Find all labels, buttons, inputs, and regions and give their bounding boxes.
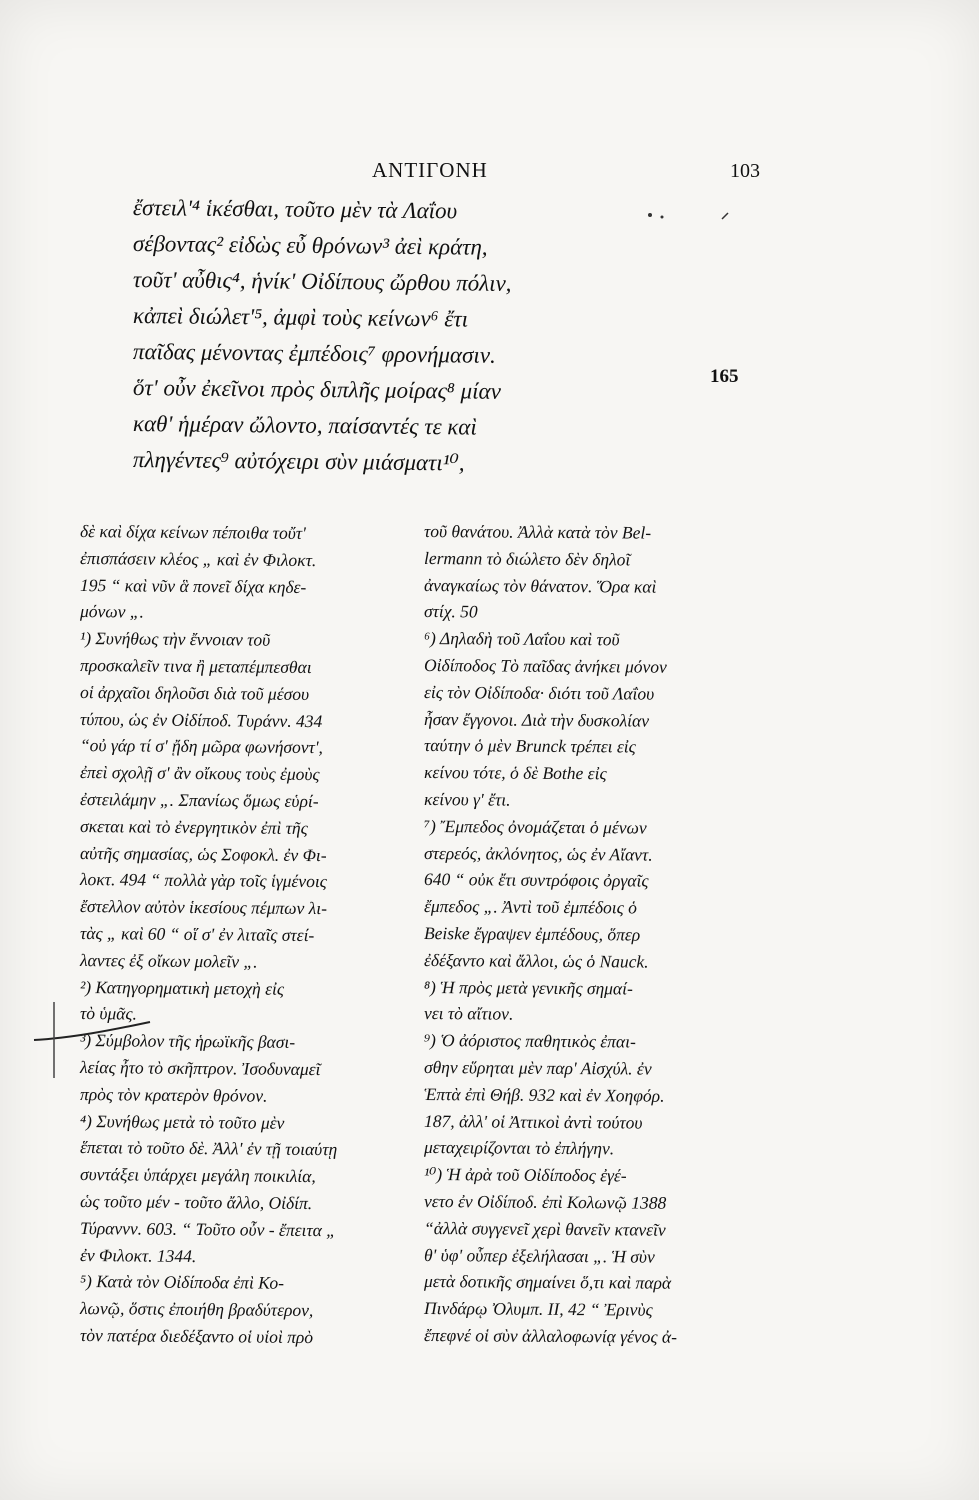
footnote-line: “ἀλλὰ συγγενεῖ χερὶ θανεῖν κτανεῖν <box>423 1217 666 1240</box>
footnote-line: ἐστειλάμην „. Σπανίως ὅμως εὑρί- <box>79 788 319 812</box>
footnote-line: “οὐ γάρ τί σ' ᾔδη μῶρα φωνήσοντ', <box>79 735 324 758</box>
footnote-line: ἐδέξαντο καὶ ἄλλοι, ὡς ὁ Nauck. <box>423 949 649 972</box>
verse-block <box>133 190 733 478</box>
verse-line: τοῦτ' αὖθις⁴, ἡνίκ' Οἰδίπους ὤρθου πόλιν, <box>132 267 512 296</box>
footnote-line: τοῦ θανάτου. Ἀλλὰ κατὰ τὸν Bel- <box>423 521 652 543</box>
footnote-line: ταύτην ὁ μὲν Brunck τρέπει εἰς <box>423 735 636 757</box>
footnote-line: λείας ἦτο τὸ σκῆπτρον. Ἰσοδυναμεῖ <box>79 1056 321 1080</box>
footnote-line: ²) Κατηγορηματικὴ μετοχὴ εἰς <box>79 976 285 999</box>
footnote-line: ⁸) Ἡ πρὸς μετὰ γενικῆς σημαί- <box>423 976 633 999</box>
footnotes-left-column <box>80 518 390 1349</box>
verse-line: παῖδας μένοντας ἐμπέδοις⁷ φρονήμασιν. <box>132 339 496 368</box>
footnote-line: Τύραννν. 603. “ Τοῦτο οὖν - ἔπειτα „ <box>79 1217 337 1240</box>
page-number: 103 <box>730 160 760 182</box>
footnote-line: ἔπεφνέ οἱ σὺν ἀλλαλοφωνίᾳ γένος ἀ- <box>423 1324 678 1347</box>
footnote-line: τὰς „ καὶ 60 “ οἵ σ' ἐν λιταῖς στεί- <box>79 922 315 945</box>
verse-line: καθ' ἡμέραν ὤλοντο, παίσαντές τε καὶ <box>132 411 477 440</box>
footnote-line: ἔστελλον αὐτὸν ἱκεσίους πέμπων λι- <box>79 896 328 919</box>
ink-speck-icon <box>630 205 740 225</box>
footnote-line: ἀναγκαίως τὸν θάνατον. Ὅρα καὶ <box>423 574 657 597</box>
footnote-line: ὡς τοῦτο μέν - τοῦτο ἄλλο, Οἰδίπ. <box>79 1190 313 1213</box>
footnote-line: στερεός, ἀκλόνητος, ὡς ἐν Αἴαντ. <box>423 842 653 865</box>
footnotes-right-column <box>424 518 746 1349</box>
footnote-line: ⁵) Κατὰ τὸν Οἰδίποδα ἐπὶ Κο- <box>79 1271 285 1294</box>
footnote-line: πρὸς τὸν κρατερὸν θρόνον. <box>79 1083 268 1106</box>
footnote-line: Πινδάρῳ Ὀλυμπ. ΙΙ, 42 “ Ἐρινὺς <box>423 1298 653 1320</box>
footnote-line: λοκτ. 494 “ πολλὰ γὰρ τοῖς ἱγμένοις <box>79 869 327 892</box>
footnote-line: 187, ἀλλ' οἱ Ἀττικοὶ ἀντὶ τούτου <box>423 1110 643 1133</box>
verse-line-number: 165 <box>710 366 739 387</box>
footnote-line: ἐν Φιλοκτ. 1344. <box>79 1244 197 1266</box>
footnote-line: λαντες ἐξ οἴκων μολεῖν „. <box>79 949 258 972</box>
footnote-line: τὸ ὑμᾶς. <box>79 1003 137 1024</box>
footnote-line: αὐτῆς σημασίας, ὡς Σοφοκλ. ἐν Φι- <box>79 842 327 865</box>
footnote-line: μεταχειρίζονται τὸ ἐπλήγην. <box>423 1137 615 1159</box>
footnote-line: ἐπισπάσειν κλέος „ καὶ ἐν Φιλοκτ. <box>79 547 317 570</box>
footnote-line: δὲ καὶ δίχα κείνων πέποιθα τοὔτ' <box>79 521 306 543</box>
footnote-line: ³) Σύμβολον τῆς ἡρωϊκῆς βασι- <box>79 1030 296 1053</box>
footnote-line: Beiske ἔγραψεν ἐμπέδους, ὅπερ <box>423 922 641 945</box>
footnote-line: τὸν πατέρα διεδέξαντο οἱ υἱοὶ πρὸ <box>79 1324 314 1347</box>
footnote-line: ἔμπεδος „. Ἀντὶ τοῦ ἐμπέδοις ὁ <box>423 896 637 918</box>
footnote-line: μόνων „. <box>79 601 145 622</box>
footnote-line: συντάξει ὑπάρχει μεγάλη ποικιλία, <box>79 1164 316 1187</box>
footnote-line: εἰς τὸν Οἰδίποδα· διότι τοῦ Λαΐου <box>423 681 655 704</box>
footnote-line: 640 “ οὐκ ἔτι συντρόφοις ὀργαῖς <box>423 869 649 891</box>
footnote-line: σθην εὕρηται μὲν παρ' Αἰσχύλ. ἐν <box>423 1056 652 1079</box>
stray-ink-marks <box>630 205 740 229</box>
footnote-line: lermann τὸ διώλετο δὲν δηλοῖ <box>423 547 631 570</box>
verse-line: ὅτ' οὖν ἐκεῖνοι πρὸς διπλῆς μοίρας⁸ μίαν <box>132 375 501 404</box>
footnote-line: ⁷) Ἔμπεδος ὀνομάζεται ὁ μένων <box>423 815 647 838</box>
footnote-line: 195 “ καὶ νῦν ἃ πονεῖ δίχα κηδε- <box>79 574 307 597</box>
footnote-line: θ' ὑφ' οὗπερ ἐξελήλασαι „. Ἡ σὺν <box>423 1244 655 1267</box>
footnote-line: ἦσαν ἔγγονοι. Διὰ τὴν δυσκολίαν <box>423 708 650 731</box>
verse-line: πληγέντες⁹ αὐτόχειρι σὺν μιάσματι¹⁰, <box>132 447 465 476</box>
verse-line: κἀπεὶ διώλετ'⁵, ἀμφὶ τοὺς κείνων⁶ ἔτι <box>132 303 469 332</box>
footnote-line: νει τὸ αἴτιον. <box>423 1003 514 1024</box>
footnote-line: τύπου, ὡς ἐν Οἰδίποδ. Τυράνν. 434 <box>79 708 323 731</box>
footnote-line: στίχ. 50 <box>423 601 478 622</box>
footnote-line: κείνου γ' ἔτι. <box>423 788 511 810</box>
running-title: ΑΝΤΙΓΟΝΗ <box>372 158 488 182</box>
footnote-line: σκεται καὶ τὸ ἐνεργητικὸν ἐπὶ τῆς <box>79 815 308 838</box>
footnote-line: ¹) Συνήθως τὴν ἔννοιαν τοῦ <box>79 628 271 650</box>
footnote-line: Οἰδίποδος Τὸ παῖδας ἀνήκει μόνον <box>423 654 667 677</box>
footnote-line: κείνου τότε, ὁ δὲ Bothe εἰς <box>423 762 607 784</box>
footnote-line: μετὰ δοτικῆς σημαίνει ὅ,τι καὶ παρὰ <box>423 1271 672 1294</box>
footnote-line: ⁴) Συνήθως μετὰ τὸ τοῦτο μὲν <box>79 1110 285 1133</box>
footnote-line: ⁹) Ὁ ἀόριστος παθητικὸς ἐπαι- <box>423 1030 636 1052</box>
footnote-line: ἐπεὶ σχολῇ σ' ἂν οἴκους τοὺς ἐμοὺς <box>79 762 320 785</box>
footnote-line: ¹⁰) Ἡ ἀρὰ τοῦ Οἰδίποδος ἐγέ- <box>423 1164 627 1186</box>
footnote-line: ἕπεται τὸ τοῦτο δὲ. Ἀλλ' ἐν τῇ τοιαύτῃ <box>79 1137 338 1160</box>
footnote-line: νετο ἐν Οἰδίποδ. ἐπὶ Κολωνῷ 1388 <box>423 1190 667 1213</box>
verse-line: ἔστειλ'⁴ ἱκέσθαι, τοῦτο μὲν τὰ Λαΐου <box>132 195 458 224</box>
verse-line: σέβοντας² εἰδὼς εὖ θρόνων³ ἀεὶ κράτη, <box>132 231 488 260</box>
footnote-line: προσκαλεῖν τινα ἢ μεταπέμπεσθαι <box>79 654 312 678</box>
footnote-line: οἱ ἀρχαῖοι δηλοῦσι διὰ τοῦ μέσου <box>79 681 310 704</box>
footnote-line: ⁶) Δηλαδὴ τοῦ Λαΐου καὶ τοῦ <box>423 628 620 650</box>
footnote-line: Ἑπτὰ ἐπὶ Θήβ. 932 καὶ ἐν Χοηφόρ. <box>423 1083 665 1106</box>
footnote-line: λωνῷ, ὅστις ἐποιήθη βραδύτερον, <box>79 1298 314 1321</box>
